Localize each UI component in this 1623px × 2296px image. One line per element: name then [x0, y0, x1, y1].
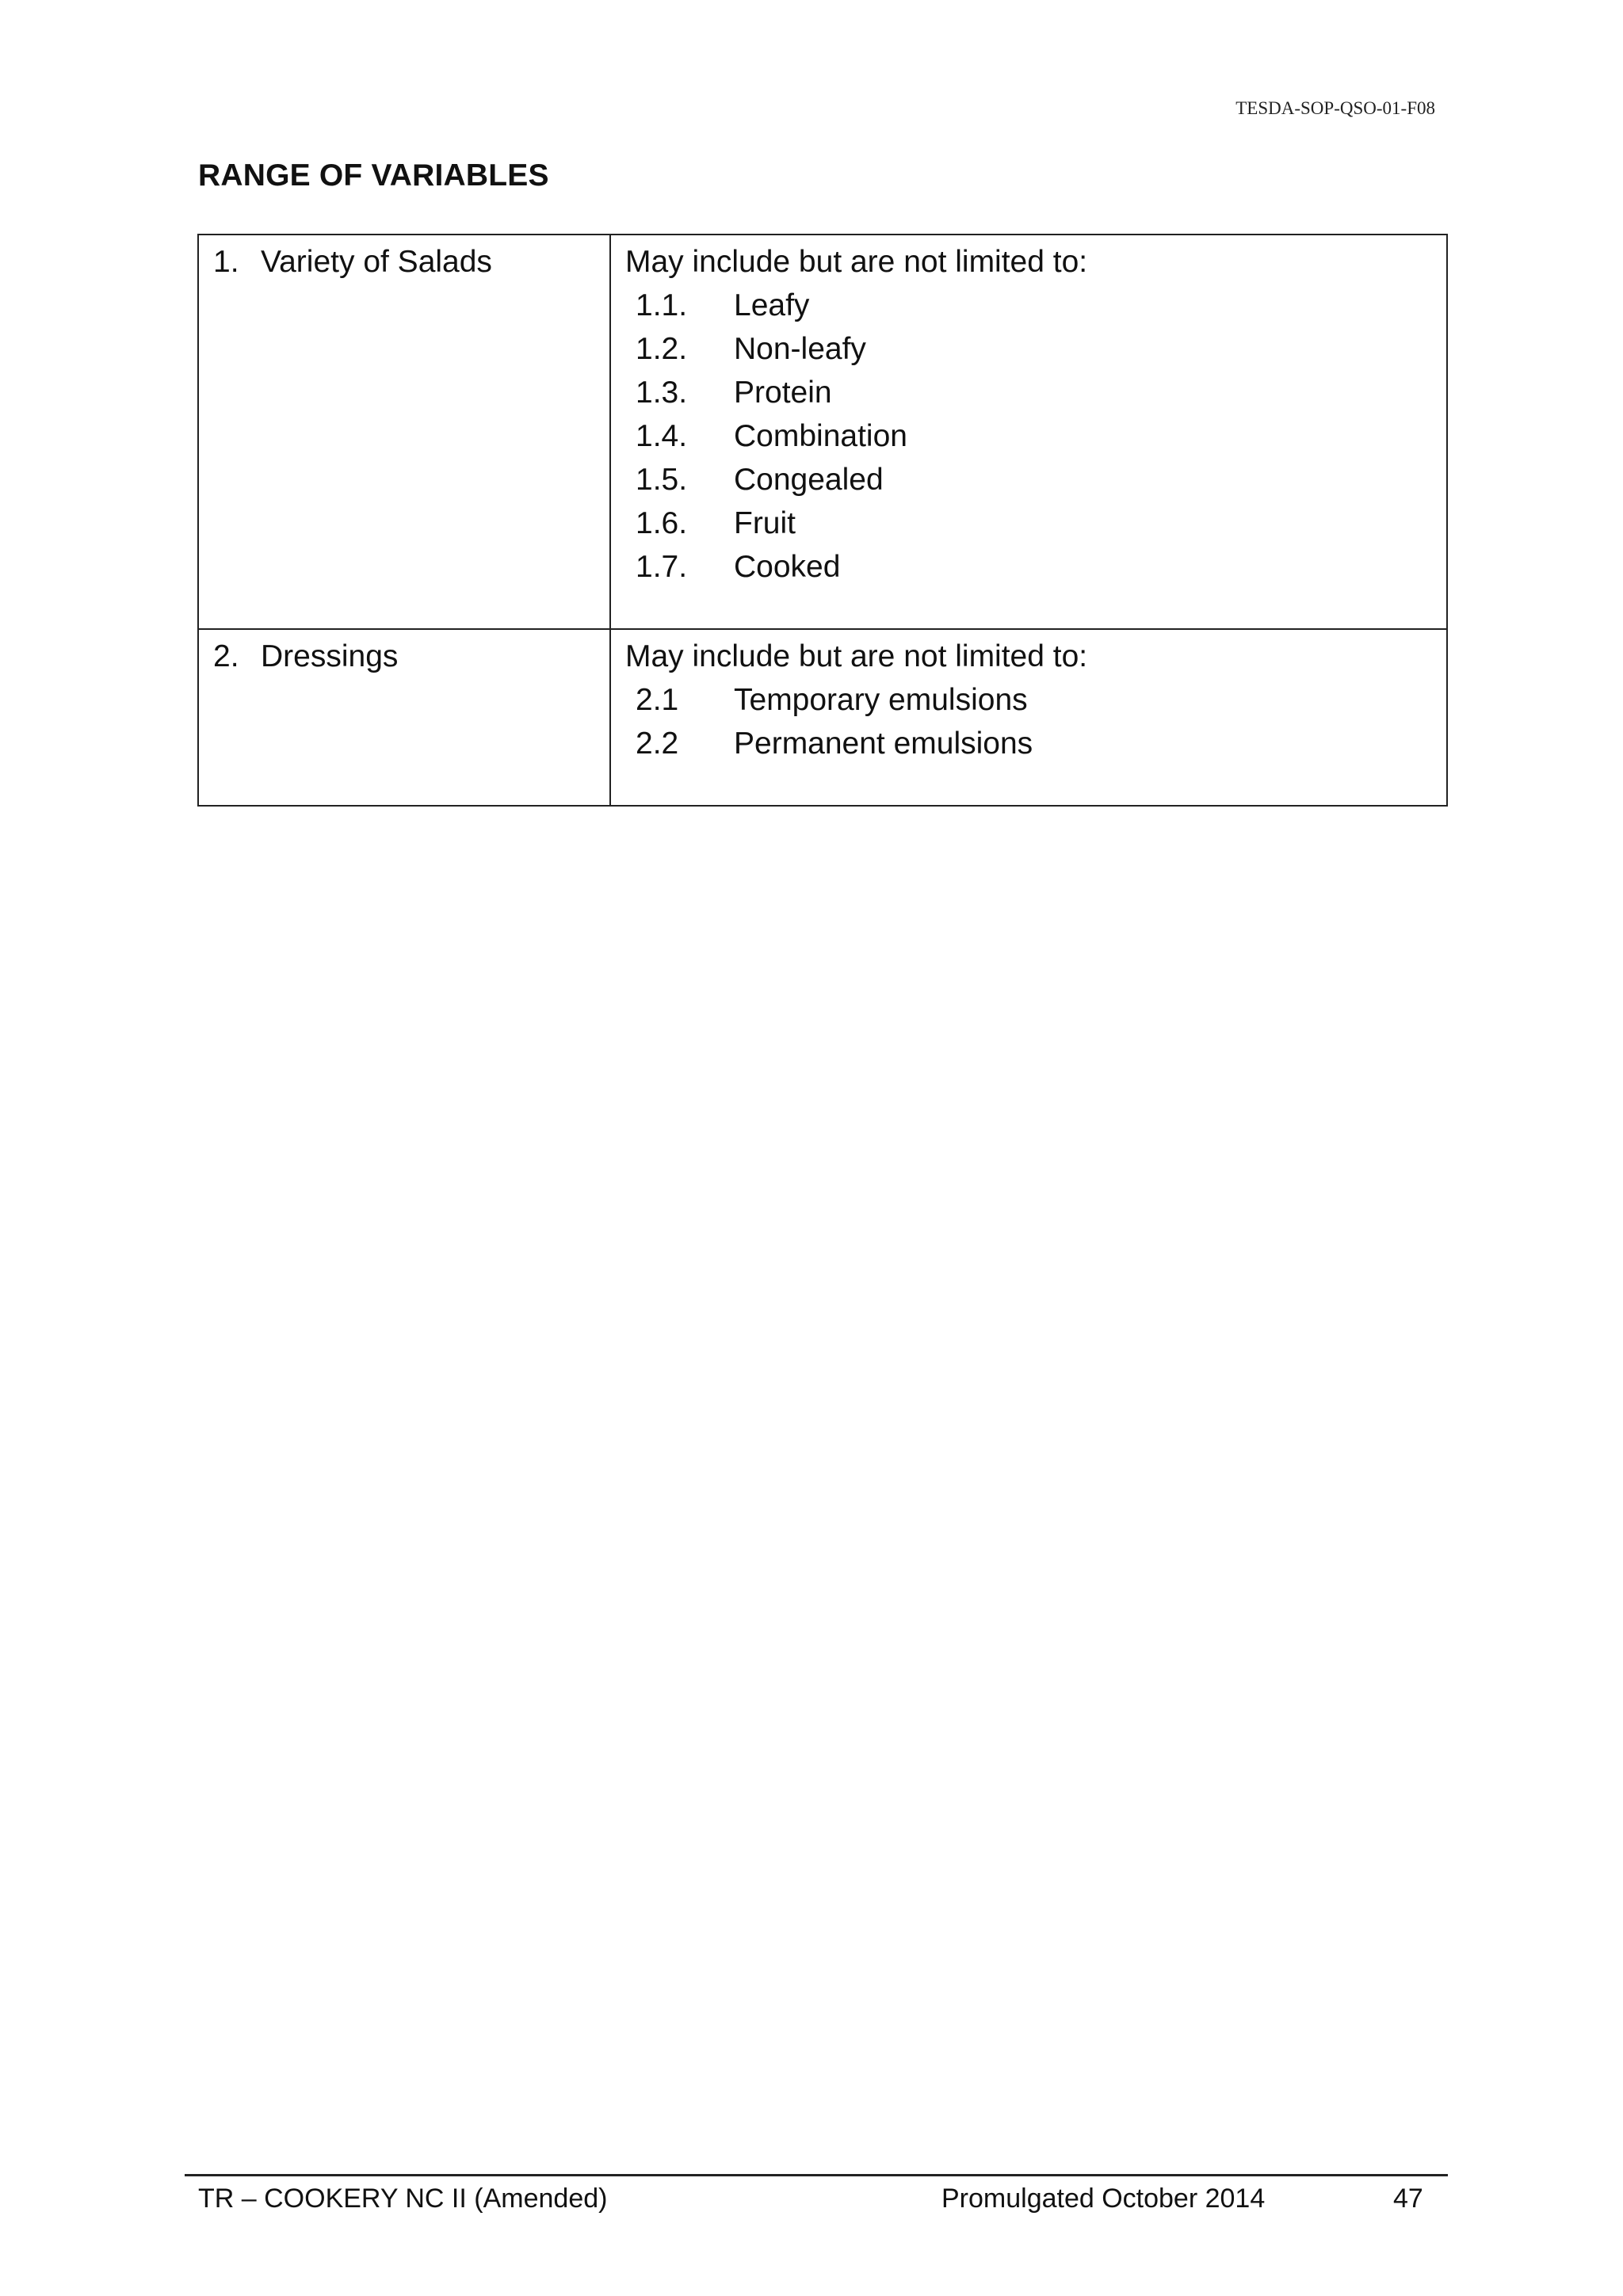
footer-title: TR – COOKERY NC II (Amended)	[198, 2183, 608, 2214]
variable-cell	[198, 235, 610, 629]
list-item	[625, 327, 1434, 371]
variable-cell	[198, 629, 610, 806]
document-code: TESDA-SOP-QSO-01-F08	[1235, 98, 1435, 118]
range-intro: May include but are not limited to:	[625, 639, 1088, 673]
variable-number: 2.	[213, 639, 239, 673]
list-item	[625, 284, 1434, 327]
list-item-text: Combination	[734, 419, 907, 453]
page-number: 47	[1393, 2183, 1423, 2214]
range-cell	[610, 629, 1447, 806]
list-item-number: 2.1	[636, 683, 679, 717]
list-item	[625, 722, 1434, 765]
list-item-number: 1.2.	[636, 332, 688, 366]
table-row	[198, 629, 1447, 806]
variable-number: 1.	[213, 245, 239, 279]
list-item-text: Protein	[734, 376, 832, 410]
range-cell	[610, 235, 1447, 629]
list-item-number: 1.5.	[636, 463, 688, 497]
list-item-number: 1.1.	[636, 288, 688, 322]
footer-promulgation: Promulgated October 2014	[941, 2183, 1266, 2214]
section-title: RANGE OF VARIABLES	[198, 158, 549, 193]
range-of-variables-table	[197, 234, 1448, 807]
list-item-text: Cooked	[734, 550, 841, 584]
table-body	[198, 235, 1447, 806]
list-item-text: Congealed	[734, 463, 884, 497]
list-item-number: 1.7.	[636, 550, 688, 584]
footer-divider	[185, 2174, 1448, 2176]
variable-name: Variety of Salads	[261, 245, 492, 279]
range-intro: May include but are not limited to:	[625, 245, 1088, 279]
list-item-text: Leafy	[734, 288, 810, 322]
list-item	[625, 545, 1434, 589]
list-item-text: Fruit	[734, 506, 796, 540]
table-row	[198, 235, 1447, 629]
list-item-number: 1.3.	[636, 376, 688, 410]
list-item-number: 1.4.	[636, 419, 688, 453]
list-item-number: 1.6.	[636, 506, 688, 540]
list-item	[625, 678, 1434, 722]
list-item-text: Non-leafy	[734, 332, 866, 366]
list-item	[625, 371, 1434, 414]
list-item-text: Temporary emulsions	[734, 683, 1028, 717]
list-item	[625, 458, 1434, 502]
list-item-number: 2.2	[636, 727, 679, 761]
list-item	[625, 502, 1434, 545]
list-item	[625, 414, 1434, 458]
variable-name: Dressings	[261, 639, 399, 673]
list-item-text: Permanent emulsions	[734, 727, 1033, 761]
